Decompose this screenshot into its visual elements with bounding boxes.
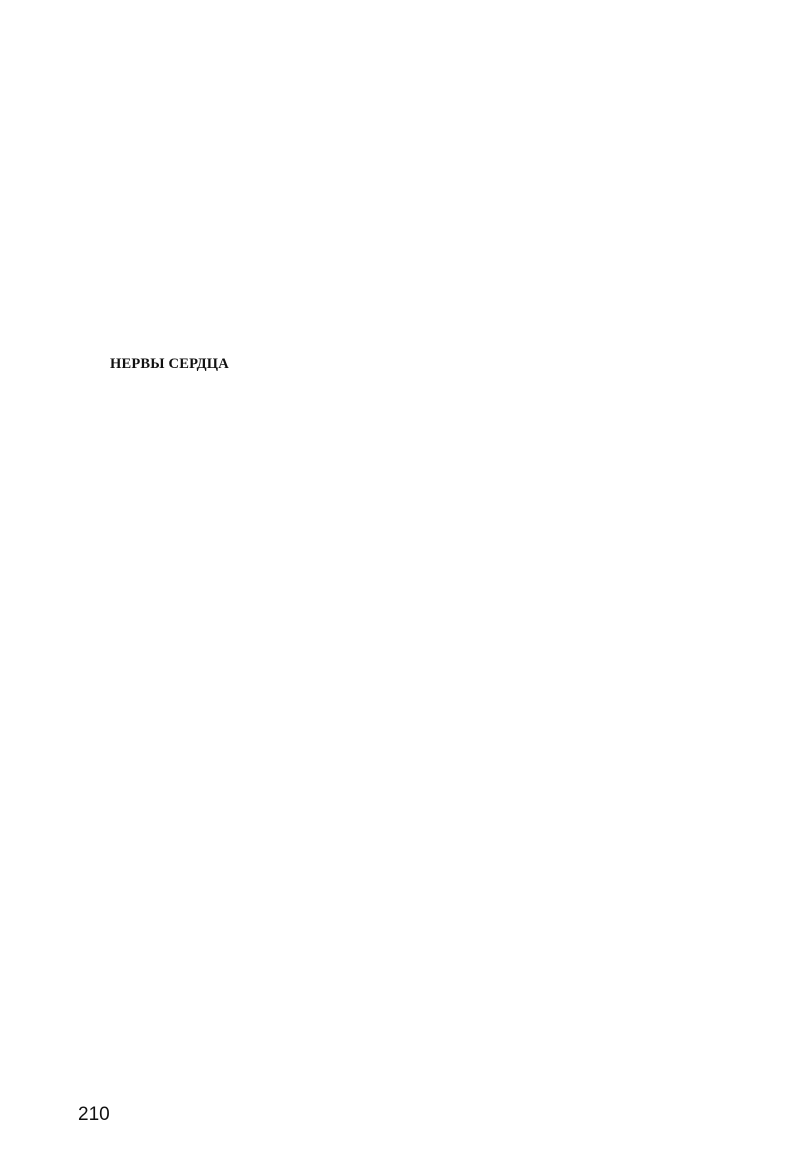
page-number: 210 bbox=[78, 1104, 110, 1125]
section-heading: НЕРВЫ СЕРДЦА bbox=[110, 356, 229, 372]
